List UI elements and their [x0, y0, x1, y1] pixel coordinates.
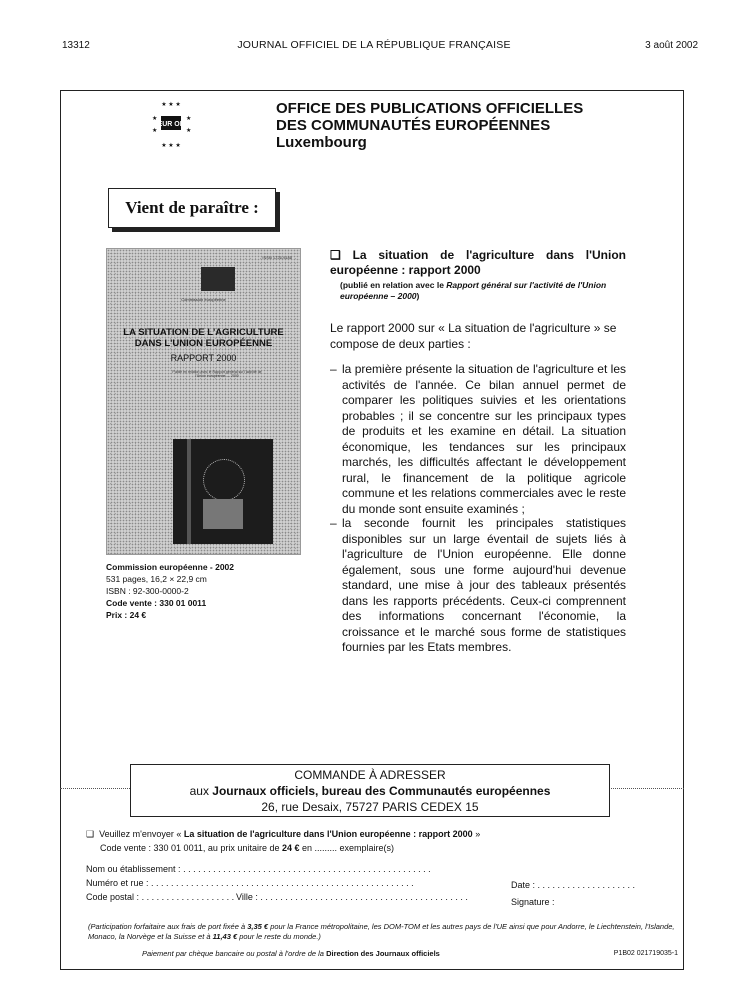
- shipping-fee-world: 11,43 €: [212, 932, 238, 941]
- publisher-block: [276, 100, 583, 151]
- cover-title-line1: LA SITUATION DE L'AGRICULTURE: [123, 327, 284, 338]
- signature-label: Signature :: [511, 897, 555, 907]
- page-number: 13312: [62, 40, 90, 51]
- order-heading: COMMANDE À ADRESSER: [294, 768, 446, 782]
- journal-title: JOURNAL OFFICIEL DE LA RÉPUBLIQUE FRANÇAISE: [237, 39, 511, 51]
- svg-text:★: ★: [152, 116, 158, 122]
- list-item: [330, 362, 626, 517]
- street-dotted-line: . . . . . . . . . . . . . . . . . . . . . . . . . . . . . . . . . . . . . . . . . . . . . . . . . . . . .: [151, 878, 414, 888]
- eu-stars-icon: [203, 459, 245, 501]
- shipping-mid: pour la France métropolitaine, les DOM-TOM et les autres pays de l'UE ainsi que pour Andorre, le Liechtenstein, l'Islande, Monaco, la Norvège et la Suisse et à: [88, 922, 675, 941]
- logo-text: EUR OP: [157, 121, 185, 128]
- date-label: Date :: [511, 880, 536, 890]
- cover-issn: ISSN 1725-9185: [262, 255, 292, 260]
- order-recipient-prefix: aux: [189, 784, 213, 798]
- cover-title-line2: DANS L'UNION EUROPÉENNE: [134, 338, 273, 349]
- date-field[interactable]: [511, 880, 635, 890]
- order-quantity-field[interactable]: en ......... exemplaire(s): [299, 843, 395, 853]
- payment-payee: Direction des Journaux officiels: [326, 949, 440, 958]
- postal-code-label: Code postal :: [86, 892, 140, 902]
- list-item-text: la première présente la situation de l'agriculture et les activités de l'année. Ce bilan annuel permet de comparer les politiques suivies et les orientations probables ; il se concentre sur les principaux types de produits et les examine en détail. La situation économique, les tendances sur les principaux marchés, les difficultés affectant le développement rural, le financement de la politique agricole commune et les relations commerciales avec le reste du monde sont ensuite examinés ;: [342, 362, 626, 516]
- publisher-line1: OFFICE DES PUBLICATIONS OFFICIELLES: [276, 100, 584, 117]
- book-price: Prix : 24 €: [106, 610, 147, 620]
- order-code-line: [100, 843, 394, 853]
- list-item-text: la seconde fournit les principales statistiques disponibles sur un large éventail de sujets liés à l'agriculture de l'Union européenne. Elle donne également, sous une forme aujourd'hui devenue standard, une mise à jour des tableaux présentés dans les rapports précédents. Ceux-ci comprennent des informations concernant l'économie, la croissance et le marché sous forme de statistiques fournies par les Etats membres.: [342, 516, 626, 654]
- svg-text:★: ★: [186, 128, 192, 134]
- payment-prefix: Paiement par chèque bancaire ou postal à l'ordre de la: [142, 949, 327, 958]
- name-dotted-line: . . . . . . . . . . . . . . . . . . . . . . . . . . . . . . . . . . . . . . . . . . . . . . . . . .: [183, 864, 431, 874]
- street-field[interactable]: [86, 878, 414, 888]
- order-request: [86, 829, 480, 840]
- dash-bullet: –: [330, 516, 337, 530]
- eu-emblem-icon: [201, 267, 235, 291]
- article-sub-prefix: (publié en relation avec le: [340, 280, 447, 290]
- book-pages: 531 pages, 16,2 × 22,9 cm: [106, 574, 207, 584]
- shipping-prefix: (Participation forfaitaire aux frais de port fixée à: [88, 922, 248, 931]
- signature-field[interactable]: [511, 897, 555, 907]
- shipping-suffix: pour le reste du monde.): [237, 932, 321, 941]
- book-cover: [106, 248, 301, 555]
- order-address-box: [130, 764, 610, 817]
- svg-text:★: ★: [186, 116, 192, 122]
- article-title-text: La situation de l'agriculture dans l'Union européenne : rapport 2000: [330, 248, 626, 277]
- issue-date: 3 août 2002: [645, 40, 698, 51]
- publisher-line3: Luxembourg: [276, 134, 367, 151]
- book-publisher: Commission européenne - 2002: [106, 562, 235, 572]
- order-checkbox[interactable]: ❑: [86, 829, 95, 839]
- city-field[interactable]: [236, 892, 468, 902]
- building-icon: [203, 499, 243, 529]
- date-dotted-line: . . . . . . . . . . . . . . . . . . . .: [537, 880, 636, 890]
- book-metadata: [106, 561, 234, 621]
- cover-title: [107, 327, 300, 349]
- order-code-prefix: Code vente : 330 01 0011, au prix unitaire de: [100, 843, 282, 853]
- article-sub-suffix: ): [416, 291, 420, 301]
- cover-commission: Commission européenne: [181, 297, 226, 302]
- cover-photo: [173, 439, 273, 544]
- postal-dotted-line: . . . . . . . . . . . . . . . . . . .: [141, 892, 235, 902]
- order-unit-price: 24 €: [281, 843, 300, 853]
- cover-small-text: Publié en relation avec le Rapport général sur l'activité de l'Union européenne — 2000: [172, 370, 262, 378]
- svg-text:★ ★ ★: ★ ★ ★: [161, 102, 181, 108]
- svg-text:★: ★: [152, 128, 158, 134]
- reference-code: P1B02 021719035-1: [613, 950, 678, 957]
- order-request-prefix: Veuillez m'envoyer «: [99, 829, 184, 839]
- city-label: Ville :: [236, 892, 258, 902]
- publisher-line2: DES COMMUNAUTÉS EUROPÉENNES: [276, 117, 551, 134]
- dash-bullet: –: [330, 362, 337, 376]
- flag-pole-icon: [187, 439, 191, 544]
- order-request-suffix: »: [472, 829, 481, 839]
- new-release-banner: Vient de paraître :: [108, 188, 276, 228]
- list-item: [330, 516, 626, 656]
- shipping-fee-eu: 3,35 €: [247, 922, 269, 931]
- checkbox-icon: ❑: [330, 248, 341, 262]
- book-code: Code vente : 330 01 0011: [106, 598, 207, 608]
- order-recipient-name: Journaux officiels, bureau des Communautés européennes: [212, 784, 551, 798]
- name-field[interactable]: [86, 864, 431, 874]
- name-label: Nom ou établissement :: [86, 864, 181, 874]
- article-title: [330, 248, 626, 278]
- order-request-title: La situation de l'agriculture dans l'Union européenne : rapport 2000: [183, 829, 473, 839]
- street-label: Numéro et rue :: [86, 878, 149, 888]
- shipping-note: [88, 922, 688, 942]
- payment-note: [142, 949, 440, 958]
- book-isbn: ISBN : 92-300-0000-2: [106, 586, 189, 596]
- svg-text:★ ★ ★: ★ ★ ★: [161, 143, 181, 149]
- order-address: 26, rue Desaix, 75727 PARIS CEDEX 15: [261, 800, 479, 814]
- city-dotted-line: . . . . . . . . . . . . . . . . . . . . . . . . . . . . . . . . . . . . . . . . . .: [260, 892, 468, 902]
- order-recipient: [131, 783, 609, 799]
- article-subtitle: [340, 280, 630, 302]
- cover-subtitle: RAPPORT 2000: [170, 353, 237, 363]
- postal-code-field[interactable]: [86, 892, 234, 902]
- article-sub-italic: Rapport général sur l'activité de l'Union européenne – 2000: [340, 280, 607, 301]
- article-intro: Le rapport 2000 sur « La situation de l'agriculture » se compose de deux parties :: [330, 321, 617, 351]
- eur-op-logo-icon: [146, 100, 196, 150]
